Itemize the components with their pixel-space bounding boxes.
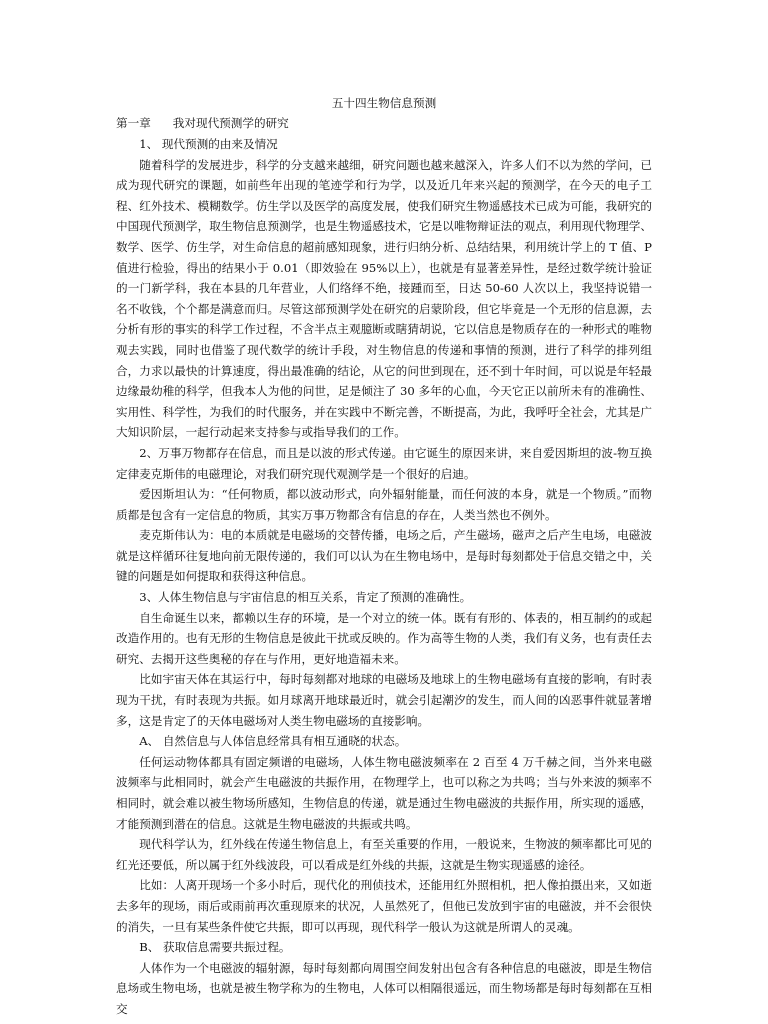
chapter-heading [116, 113, 652, 134]
paragraph: 3、人体生物信息与宇宙信息的相互关系，肯定了预测的准确性。 [139, 590, 472, 605]
section-heading: 1、 现代预测的由来及情况 [139, 137, 278, 151]
chapter-label: 第一章 [116, 116, 151, 130]
paragraph: 自生命诞生以来，都赖以生存的环境，是一个对立的统一体。既有有形的、体表的，相互制约的或起改造作用的。也有无形的生物信息是彼此干扰或反映的。作为高等生物的人类，我们有义务，也有责任去研究、去揭开这些奥秘的存在与作用，更好地造福未来。 [116, 610, 652, 666]
paragraph: A、 自然信息与人体信息经常具有相互通晓的状态。 [139, 734, 407, 749]
paragraph: B、 获取信息需要共振过程。 [139, 940, 291, 955]
document-title: 五十四生物信息预测 [331, 96, 437, 110]
document-page [116, 0, 652, 1024]
paragraph: 现代科学认为，红外线在传递生物信息上，有至关重要的作用，一般说来，生物波的频率都比可见的红光还要低，所以属于红外线波段，可以看成是红外线的共振，这就是生物实现遥感的途径。 [116, 837, 652, 872]
chapter-title: 我对现代预测学的研究 [172, 116, 289, 130]
paragraph: 任何运动物体都具有固定频谱的电磁场，人体生物电磁波频率在 2 百至 4 万千赫之间，当外来电磁波频率与此相同时，就会产生电磁波的共振作用，在物理学上，也可以称之为共鸣；当与外来波的频率不相同时，就会难以被生物场所感知，生物信息的传递，就是通过生物电磁波的共振作用，所实现的遥感，才能预测到潜在的信息。这就是生物电磁波的共振或共鸣。 [116, 754, 652, 831]
paragraph: 麦克斯伟认为：电的本质就是电磁场的交替传播，电场之后，产生磁场，磁声之后产生电场，电磁波就是这样循环往复地向前无限传递的，我们可以认为在生物电场中，是每时每刻都处于信息交错之中，关键的问题是如何提取和获得这种信息。 [116, 528, 652, 584]
paragraph: 2、万事万物都存在信息，而且是以波的形式传递。由它诞生的原因来讲，来自爱因斯坦的波-物互换定律麦克斯伟的电磁理论，对我们研究现代观测学是一个很好的启迪。 [116, 445, 652, 481]
paragraph: 人体作为一个电磁波的辐射源，每时每刻都向周围空间发射出包含有各种信息的电磁波，即是生物信息场或生物电场，也就是被生物学称为的生物电，人体可以相隔很遥远，而生物场都是每时每刻都在互相交 [116, 960, 652, 1016]
document-body [116, 134, 652, 1020]
paragraph: 比如宇宙天体在其运行中，每时每刻都对地球的电磁场及地球上的生物电磁场有直接的影响，有时表现为干扰，有时表现为共振。如月球离开地球最近时，就会引起潮汐的发生，而人间的凶恶事件就显著增多，这是肯定了的天体电磁场对人类生物电磁场的直接影响。 [116, 672, 652, 728]
paragraph: 爱因斯坦认为：“任何物质，都以波动形式，向外辐射能量，而任何波的本身，就是一个物质。”而物质都是包含有一定信息的物质，其实万事万物都含有信息的存在，人类当然也不例外。 [116, 487, 652, 522]
paragraph: 随着科学的发展进步，科学的分支越来越细，研究问题也越来越深入，许多人们不以为然的学问，已成为现代研究的课题，如前些年出现的笔迹学和行为学，以及近几年来兴起的预测学，在今天的电子工程、红外技术、模糊数学。仿生学以及医学的高度发展，使我们研究生物遥感技术已成为可能，我研究的中国现代预测学，取生物信息预测学，也是生物遥感技术，它是以唯物辩证法的观点，利用现代物理学、数学、医学、仿生学，对生命信息的超前感知现象，进行归纳分析、总结结果，利用统计学上的 T 值、P 值进行检验，得出的结果小于 0.01（即效验在 95%以上），也就是有显著差异性，是经过数学统计验证的一门新学科，我在本县的几年营业，人们络绎不绝，接踵而至，日达 50-60 人次以上，我坚持说错一名不收钱，个个都是满意而归。尽管这部预测学处在研究的启蒙阶段，但它毕竟是一个无形的信息源，去分析有形的事实的科学工作过程，不含半点主观臆断或瞎猜胡说，它以信息是物质存在的一种形式的唯物观去实践，同时也借鉴了现代数学的统计手段，对生物信息的传递和事情的预测，进行了科学的排列组合，力求以最快的计算速度，得出最准确的结论，从它的问世到现在，还不到十年时间，可以说是年轻最边缘最幼稚的科学，但我本人为他的问世，足是倾注了 30 多年的心血，今天它正以前所未有的准确性、实用性、科学性，为我们的时代服务，并在实践中不断完善，不断提高，为此，我呼吁全社会，尤其是广大知识阶层，一起行动起来支持参与或指导我们的工作。 [116, 157, 652, 440]
paragraph: 比如：人离开现场一个多小时后，现代化的刑侦技术，还能用红外照相机，把人像拍摄出来，又如逝去多年的现场，雨后或雨前再次重现原来的状况，人虽然死了，但他已发放到宇宙的电磁波，并不会很快的消失，一旦有某些条件使它共振，即可以再现，现代科学一般认为这就是所谓人的灵魂。 [116, 878, 652, 934]
